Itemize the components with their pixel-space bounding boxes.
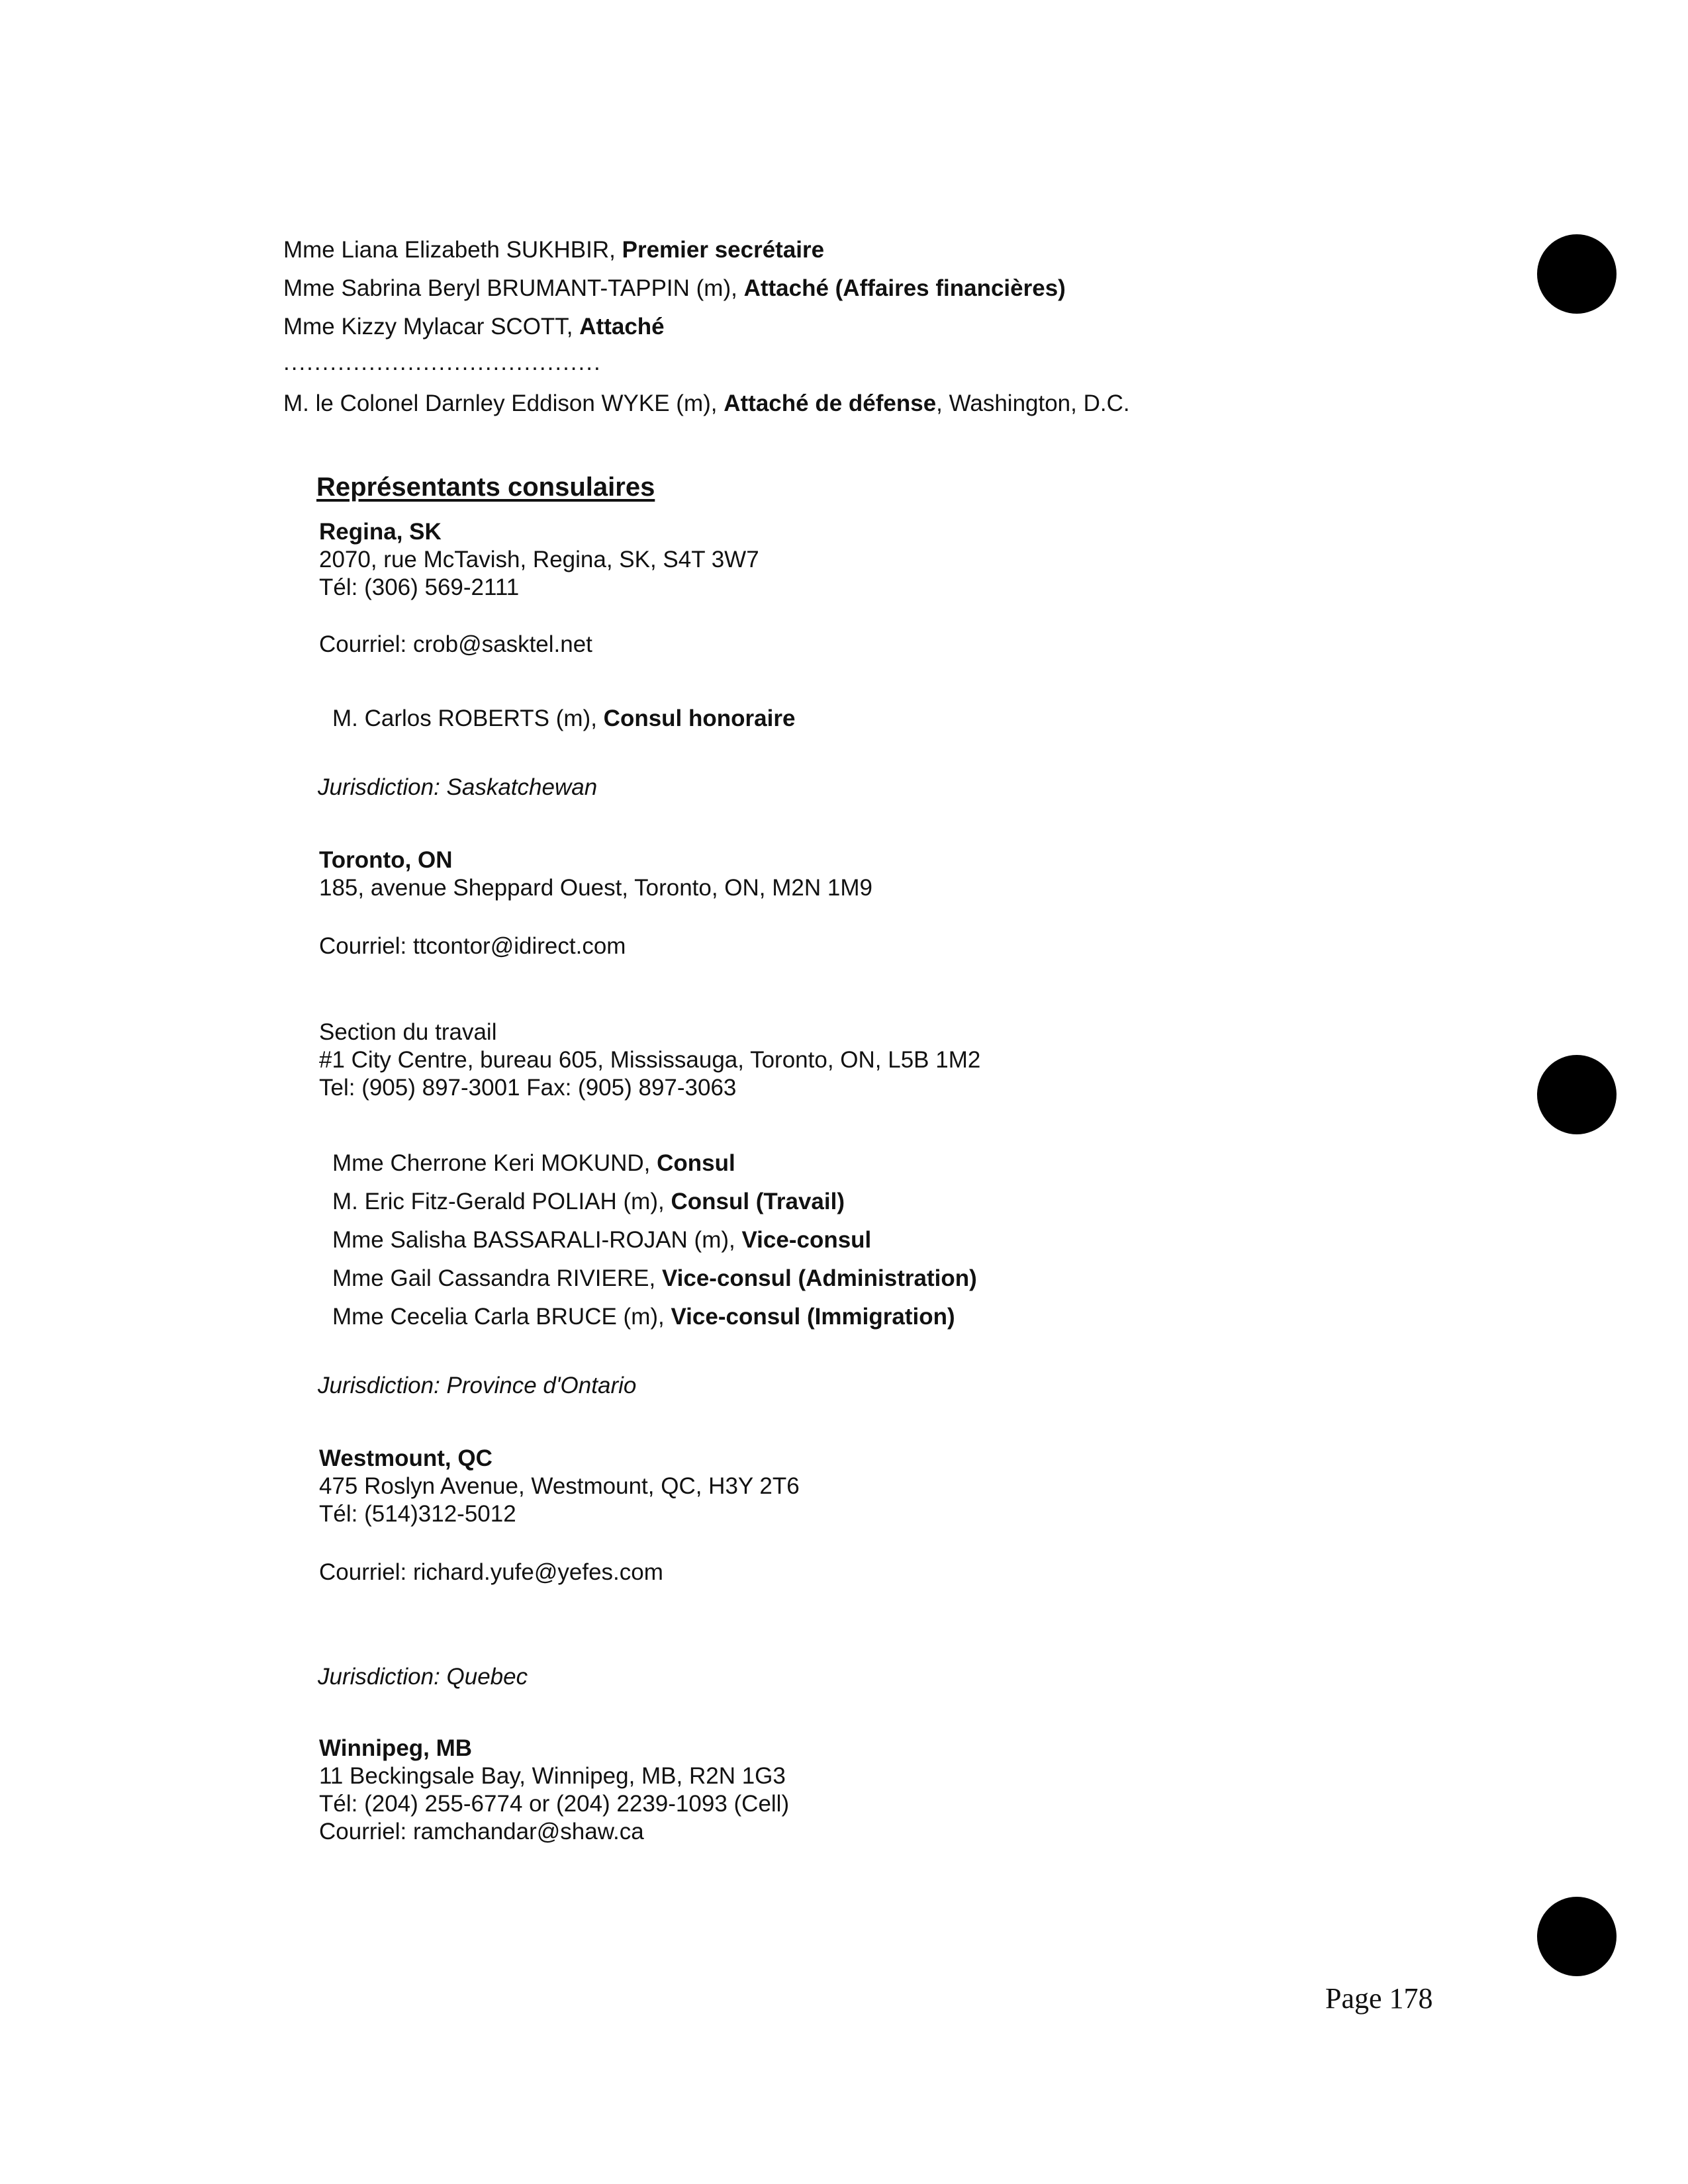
staff-name: Mme Liana Elizabeth SUKHBIR, bbox=[283, 237, 622, 263]
consulate-email: Courriel: richard.yufe@yefes.com bbox=[319, 1559, 663, 1585]
staff-line bbox=[332, 1149, 735, 1178]
staff-name: Mme Kizzy Mylacar SCOTT, bbox=[283, 314, 580, 340]
staff-name: Mme Cherrone Keri MOKUND, bbox=[332, 1150, 657, 1176]
staff-name: Mme Gail Cassandra RIVIERE, bbox=[332, 1265, 662, 1291]
staff-name: Mme Sabrina Beryl BRUMANT-TAPPIN (m), bbox=[283, 275, 744, 301]
section-heading: Représentants consulaires bbox=[316, 473, 655, 502]
punch-hole-icon bbox=[1537, 234, 1617, 314]
defense-attache-line bbox=[283, 389, 1130, 418]
page-number: Page 178 bbox=[1325, 1982, 1433, 2015]
staff-title: Premier secrétaire bbox=[622, 237, 825, 263]
jurisdiction: Jurisdiction: Quebec bbox=[318, 1664, 528, 1690]
consulate-address: 11 Beckingsale Bay, Winnipeg, MB, R2N 1G3 bbox=[319, 1763, 786, 1789]
jurisdiction: Jurisdiction: Saskatchewan bbox=[318, 774, 598, 800]
staff-title: Vice-consul (Immigration) bbox=[671, 1304, 955, 1330]
staff-name: M. Eric Fitz-Gerald POLIAH (m), bbox=[332, 1189, 671, 1214]
consulate-address: 2070, rue McTavish, Regina, SK, S4T 3W7 bbox=[319, 547, 759, 572]
staff-title: Attaché (Affaires financières) bbox=[743, 275, 1066, 301]
staff-title: Attaché bbox=[579, 314, 665, 340]
staff-line bbox=[332, 1264, 977, 1293]
staff-title: Attaché de défense bbox=[724, 390, 937, 416]
punch-hole-icon bbox=[1537, 1897, 1617, 1976]
staff-line bbox=[283, 274, 1066, 303]
labour-section-address: #1 City Centre, bureau 605, Mississauga, Toronto, ON, L5B 1M2 bbox=[319, 1047, 981, 1073]
staff-name: Mme Cecelia Carla BRUCE (m), bbox=[332, 1304, 671, 1330]
staff-line bbox=[332, 704, 795, 733]
staff-line bbox=[283, 236, 824, 265]
staff-title: Vice-consul (Administration) bbox=[661, 1265, 977, 1291]
staff-title: Vice-consul bbox=[741, 1227, 872, 1253]
staff-line bbox=[332, 1302, 955, 1332]
consulate-email: Courriel: ramchandar@shaw.ca bbox=[319, 1819, 644, 1844]
consulate-address: 475 Roslyn Avenue, Westmount, QC, H3Y 2T6 bbox=[319, 1473, 800, 1499]
jurisdiction: Jurisdiction: Province d'Ontario bbox=[318, 1373, 637, 1398]
consulate-email: Courriel: crob@sasktel.net bbox=[319, 631, 592, 657]
staff-line bbox=[283, 312, 665, 341]
staff-name: M. le Colonel Darnley Eddison WYKE (m), bbox=[283, 390, 724, 416]
consulate-city: Regina, SK bbox=[319, 519, 442, 545]
staff-title: Consul (Travail) bbox=[671, 1189, 845, 1214]
consulate-phone: Tél: (514)312-5012 bbox=[319, 1501, 516, 1527]
separator-dots: ......................................... bbox=[283, 349, 602, 375]
staff-line bbox=[332, 1226, 871, 1255]
consulate-city: Winnipeg, MB bbox=[319, 1735, 473, 1761]
staff-title: Consul honoraire bbox=[603, 705, 796, 731]
consulate-phone: Tél: (204) 255-6774 or (204) 2239-1093 (Cell) bbox=[319, 1791, 790, 1817]
labour-section-phone: Tel: (905) 897-3001 Fax: (905) 897-3063 bbox=[319, 1075, 737, 1101]
staff-name: Mme Salisha BASSARALI-ROJAN (m), bbox=[332, 1227, 742, 1253]
consulate-phone: Tél: (306) 569-2111 bbox=[319, 574, 520, 600]
staff-name: M. Carlos ROBERTS (m), bbox=[332, 705, 604, 731]
consulate-city: Toronto, ON bbox=[319, 847, 453, 873]
staff-line bbox=[332, 1187, 845, 1216]
staff-title: Consul bbox=[657, 1150, 735, 1176]
consulate-email: Courriel: ttcontor@idirect.com bbox=[319, 933, 626, 959]
punch-hole-icon bbox=[1537, 1055, 1617, 1134]
consulate-city: Westmount, QC bbox=[319, 1445, 492, 1471]
staff-location: , Washington, D.C. bbox=[936, 390, 1130, 416]
labour-section-label: Section du travail bbox=[319, 1019, 497, 1045]
consulate-address: 185, avenue Sheppard Ouest, Toronto, ON, M2N 1M9 bbox=[319, 875, 872, 901]
